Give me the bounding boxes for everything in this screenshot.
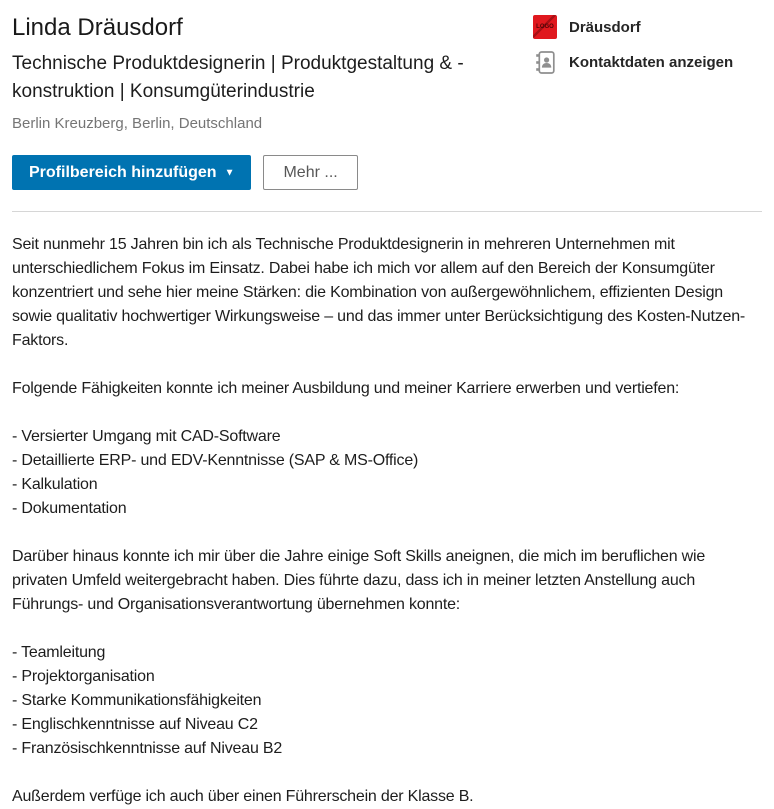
add-profile-section-label: Profilbereich hinzufügen xyxy=(29,163,217,181)
contact-info-link[interactable] xyxy=(533,50,733,74)
profile-location: Berlin Kreuzberg, Berlin, Deutschland xyxy=(12,115,263,132)
company-logo-icon xyxy=(533,15,557,39)
address-book-icon xyxy=(533,50,557,74)
profile-headline: Technische Produktdesignerin | Produktgestaltung & -konstruktion | Konsumgüterindustrie xyxy=(12,53,464,102)
company-name-label: Dräusdorf xyxy=(569,18,641,36)
add-profile-section-button[interactable] xyxy=(12,155,251,190)
contact-info-label: Kontaktdaten anzeigen xyxy=(569,53,734,71)
profile-side-panel xyxy=(533,15,733,85)
about-summary-text: Seit nunmehr 15 Jahren bin ich als Technische Produktdesignerin in mehreren Unternehmen mit unterschiedlichem Fokus im Einsatz. Dabei habe ich mich vor allem auf den Bereich der Konsumgüter konzentriert und sehe hier meine Stärken: die Kombination von außergewöhnlichem, effizienten Design sowie qualitativ hochwertiger Wirkungsweise – und das immer unter Berücksichtigung des Kosten-Nutzen-Faktors. Folgende Fähigkeiten konnte ich meiner Ausbildung und meiner Karriere erwerben und vertiefen: - Versierter Umgang mit CAD-Software - Detaillierte ERP- und EDV-Kenntnisse (SAP & MS-Office) - Kalkulation - Dokumentation Darüber hinaus konnte ich mir über die Jahre einige Soft Skills aneignen, die mich im beruflichen wie privaten Umfeld weitergebracht haben. Dies führte dazu, dass ich in meiner letzten Anstellung auch Führungs- und Organisationsverantwortung übernehmen konnte: - Teamleitung - Projektorganisation - Starke Kommunikationsfähigkeiten - Englischkenntnisse auf Niveau C2 - Französischkenntnisse auf Niveau B2 Außerdem verfüge ich auch über einen Führerschein der Klasse B. xyxy=(12,236,746,805)
profile-header xyxy=(12,12,762,190)
current-company-link[interactable] xyxy=(533,15,733,39)
chevron-down-icon: ▼ xyxy=(224,167,235,179)
profile-actions xyxy=(12,155,762,190)
profile-name: Linda Dräusdorf xyxy=(12,14,183,41)
section-divider xyxy=(12,211,762,212)
company-logo-text: LOGO xyxy=(536,24,554,30)
more-button[interactable]: Mehr ... xyxy=(263,155,357,190)
